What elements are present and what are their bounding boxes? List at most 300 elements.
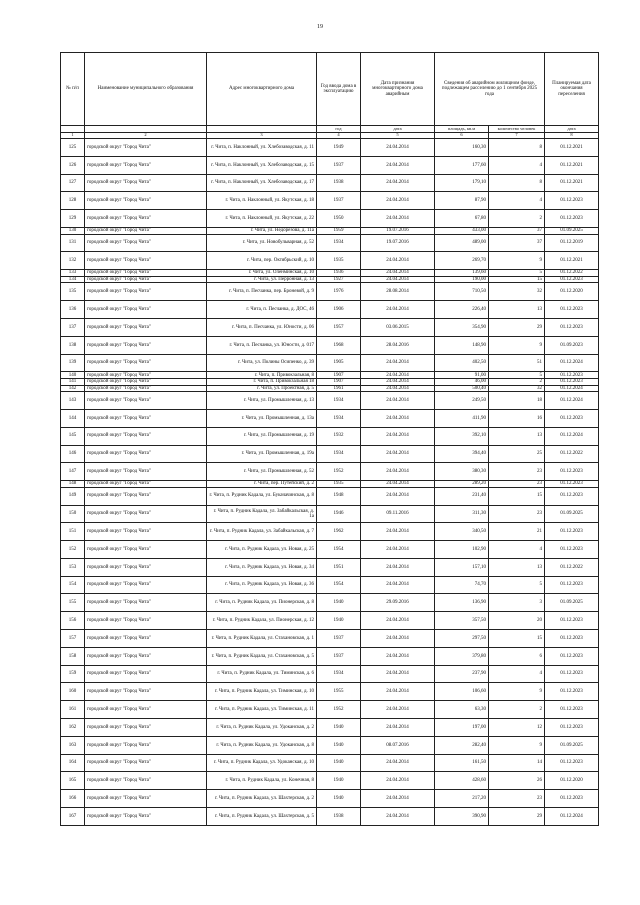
table-row	[61, 719, 599, 737]
people-cell: 32	[489, 283, 545, 301]
year-cell: 1938	[317, 808, 361, 826]
emergency-date-cell: 24.04.2014	[361, 409, 435, 427]
area-cell: 433,00	[435, 227, 489, 234]
emergency-date-cell: 19.07.2016	[361, 234, 435, 252]
planned-date-cell: 01.09.2025	[545, 227, 599, 234]
year-cell: 1934	[317, 392, 361, 410]
row-number: 146	[61, 445, 85, 463]
address-cell: г. Чита, п. Привокзальная 18	[207, 378, 317, 385]
municipality-cell: городской округ "Город Чита"	[85, 558, 207, 576]
subheader-year: год	[317, 126, 361, 133]
planned-date-cell: 01.12.2024	[545, 385, 599, 392]
people-cell: 26	[489, 772, 545, 790]
municipality-cell: городской округ "Город Чита"	[85, 192, 207, 210]
address-cell: г. Чита, п. Рудник Кадала, ул. Конечная, 8	[207, 772, 317, 790]
planned-date-cell: 01.12.2023	[545, 647, 599, 665]
planned-date-cell: 01.12.2023	[545, 487, 599, 505]
municipality-cell: городской округ "Город Чита"	[85, 301, 207, 319]
table-row	[61, 336, 599, 354]
header-year-built: Год ввода дома в эксплуатацию	[317, 53, 361, 126]
row-number: 131	[61, 234, 85, 252]
year-cell: 1927	[317, 276, 361, 283]
area-cell: 91,00	[435, 372, 489, 379]
address-cell: г. Чита, п. Наклонный, ул. Хлебозаводская, д. 17	[207, 174, 317, 192]
year-cell: 1937	[317, 192, 361, 210]
area-cell: 102,90	[435, 541, 489, 559]
year-cell: 1934	[317, 234, 361, 252]
planned-date-cell: 01.09.2025	[545, 594, 599, 612]
year-cell: 1940	[317, 719, 361, 737]
municipality-cell: городской округ "Город Чита"	[85, 385, 207, 392]
row-number: 157	[61, 630, 85, 648]
emergency-date-cell: 24.04.2014	[361, 647, 435, 665]
area-cell: 87,90	[435, 192, 489, 210]
planned-date-cell: 01.09.2025	[545, 736, 599, 754]
planned-date-cell: 01.12.2020	[545, 772, 599, 790]
address-cell: г. Чита, п. Рудник Кадала, ул. Стахановская, д. 1	[207, 630, 317, 648]
table-row	[61, 174, 599, 192]
address-cell: г. Чита, п. Песчанка, ул. Юности, д. 06	[207, 318, 317, 336]
year-cell: 1954	[317, 576, 361, 594]
column-number: 6	[435, 133, 489, 139]
table-row	[61, 354, 599, 372]
address-cell: г. Чита, п. Рудник Кадала, ул. Пионерская, д. 8	[207, 594, 317, 612]
row-number: 167	[61, 808, 85, 826]
emergency-date-cell: 24.04.2014	[361, 790, 435, 808]
row-number: 158	[61, 647, 85, 665]
year-cell: 1959	[317, 227, 361, 234]
people-cell: 13	[489, 427, 545, 445]
row-number: 137	[61, 318, 85, 336]
area-cell: 392,10	[435, 427, 489, 445]
address-cell: г. Чита, п. Песчанка, пер. Броневой, д. 9	[207, 283, 317, 301]
row-number: 148	[61, 481, 85, 488]
planned-date-cell: 01.12.2023	[545, 630, 599, 648]
year-cell: 1955	[317, 683, 361, 701]
row-number: 142	[61, 385, 85, 392]
address-cell: г. Чита, ул. Полины Осипенко, д. 39	[207, 354, 317, 372]
table-row	[61, 392, 599, 410]
people-cell: 4	[489, 192, 545, 210]
area-cell: 148,90	[435, 336, 489, 354]
table-row	[61, 683, 599, 701]
row-number: 133	[61, 270, 85, 277]
municipality-cell: городской округ "Город Чита"	[85, 481, 207, 488]
address-cell: г. Чита, п. Наклонный, ул. Хлебозаводская, д. 11	[207, 139, 317, 157]
municipality-cell: городской округ "Город Чита"	[85, 252, 207, 270]
address-cell: г. Чита, п. Рудник Кадала, ул. Забайкальская, д. 7	[207, 523, 317, 541]
table-row	[61, 276, 599, 283]
people-cell: 9	[489, 736, 545, 754]
row-number: 162	[61, 719, 85, 737]
planned-date-cell: 01.12.2020	[545, 283, 599, 301]
address-cell: г. Чита, пер. Путейский, д. 2	[207, 481, 317, 488]
planned-date-cell: 01.09.2023	[545, 336, 599, 354]
municipality-cell: городской округ "Город Чита"	[85, 372, 207, 379]
address-cell: г. Чита, п. Песчанка, ул. Юности, д. 017	[207, 336, 317, 354]
row-number: 150	[61, 505, 85, 523]
planned-date-cell: 01.12.2023	[545, 665, 599, 683]
row-number: 134	[61, 276, 85, 283]
people-cell: 5	[489, 372, 545, 379]
municipality-cell: городской округ "Город Чита"	[85, 336, 207, 354]
emergency-date-cell: 24.04.2014	[361, 252, 435, 270]
address-cell: г. Чита, п. Рудник Кадала, ул. Удоканская, д. 8	[207, 736, 317, 754]
municipality-cell: городской округ "Город Чита"	[85, 234, 207, 252]
emergency-date-cell: 24.04.2014	[361, 139, 435, 157]
year-cell: 1934	[317, 665, 361, 683]
municipality-cell: городской округ "Город Чита"	[85, 505, 207, 523]
address-cell: г. Чита, п. Рудник Кадала, ул. Тиминская, д. 10	[207, 683, 317, 701]
municipality-cell: городской округ "Город Чита"	[85, 701, 207, 719]
year-cell: 1940	[317, 612, 361, 630]
area-cell: 249,50	[435, 392, 489, 410]
municipality-cell: городской округ "Город Чита"	[85, 665, 207, 683]
address-cell: г. Чита, ул. Оленминская, д. 10	[207, 270, 317, 277]
row-number: 160	[61, 683, 85, 701]
planned-date-cell: 01.12.2023	[545, 463, 599, 481]
emergency-date-cell: 24.04.2014	[361, 174, 435, 192]
planned-date-cell: 01.12.2022	[545, 270, 599, 277]
address-cell: г. Чита, п. Рудник Кадала, ул. Тиминская, д. 6	[207, 665, 317, 683]
municipality-cell: городской округ "Город Чита"	[85, 683, 207, 701]
people-cell: 2	[489, 701, 545, 719]
planned-date-cell: 01.12.2024	[545, 427, 599, 445]
column-number: 1	[61, 133, 85, 139]
year-cell: 1957	[317, 318, 361, 336]
municipality-cell: городской округ "Город Чита"	[85, 719, 207, 737]
area-cell: 74,70	[435, 576, 489, 594]
municipality-cell: городской округ "Город Чита"	[85, 227, 207, 234]
year-cell: 1906	[317, 301, 361, 319]
table-row	[61, 481, 599, 488]
people-cell: 51	[489, 354, 545, 372]
area-cell: 237,90	[435, 665, 489, 683]
row-number: 136	[61, 301, 85, 319]
people-cell: 37	[489, 227, 545, 234]
header-number: № п/п	[61, 53, 85, 126]
people-cell: 32	[489, 385, 545, 392]
planned-date-cell: 01.12.2022	[545, 558, 599, 576]
row-number: 149	[61, 487, 85, 505]
municipality-cell: городской округ "Город Чита"	[85, 283, 207, 301]
address-cell: г. Чита, п. Песчанка, д. ДОС, 46	[207, 301, 317, 319]
area-cell: 67,80	[435, 210, 489, 228]
planned-date-cell: 01.12.2023	[545, 481, 599, 488]
year-cell: 1952	[317, 701, 361, 719]
area-cell: 428,60	[435, 772, 489, 790]
row-number: 151	[61, 523, 85, 541]
municipality-cell: городской округ "Город Чита"	[85, 156, 207, 174]
year-cell: 1954	[317, 541, 361, 559]
address-cell: г. Чита, п. Рудник Кадала, ул. Стахановская, д. 5	[207, 647, 317, 665]
row-number: 127	[61, 174, 85, 192]
people-cell: 18	[489, 392, 545, 410]
emergency-date-cell: 24.04.2014	[361, 665, 435, 683]
column-number: 2	[85, 133, 207, 139]
municipality-cell: городской округ "Город Чита"	[85, 270, 207, 277]
emergency-date-cell: 24.04.2014	[361, 276, 435, 283]
emergency-date-cell: 29.09.2016	[361, 594, 435, 612]
row-number: 141	[61, 378, 85, 385]
area-cell: 311,30	[435, 505, 489, 523]
planned-date-cell: 01.12.2023	[545, 378, 599, 385]
area-cell: 106,60	[435, 683, 489, 701]
table-row	[61, 192, 599, 210]
year-cell: 1940	[317, 790, 361, 808]
municipality-cell: городской округ "Город Чита"	[85, 318, 207, 336]
emergency-date-cell: 24.04.2014	[361, 354, 435, 372]
municipality-cell: городской округ "Город Чита"	[85, 541, 207, 559]
address-cell: г. Чита, ул. Недорезова, д. 11а	[207, 227, 317, 234]
area-cell: 500,40	[435, 385, 489, 392]
people-cell: 23	[489, 790, 545, 808]
people-cell: 13	[489, 558, 545, 576]
emergency-date-cell: 28.08.2014	[361, 283, 435, 301]
emergency-date-cell: 24.04.2014	[361, 481, 435, 488]
planned-date-cell: 01.12.2021	[545, 156, 599, 174]
people-cell: 15	[489, 630, 545, 648]
table-row	[61, 385, 599, 392]
emergency-date-cell: 24.04.2014	[361, 156, 435, 174]
row-number: 144	[61, 409, 85, 427]
subheader-area: площадь, кв.м	[435, 126, 489, 133]
table-row	[61, 736, 599, 754]
emergency-housing-table	[60, 52, 599, 826]
address-cell: г. Чита, п. Наклонный, ул. Хлебозаводская, д. 15	[207, 156, 317, 174]
emergency-date-cell: 03.06.2015	[361, 318, 435, 336]
row-number: 135	[61, 283, 85, 301]
municipality-cell: городской округ "Город Чита"	[85, 754, 207, 772]
emergency-date-cell: 24.04.2014	[361, 301, 435, 319]
area-cell: 177,60	[435, 156, 489, 174]
row-number: 130	[61, 227, 85, 234]
municipality-cell: городской округ "Город Чита"	[85, 523, 207, 541]
municipality-cell: городской округ "Город Чита"	[85, 354, 207, 372]
area-cell: 282,40	[435, 736, 489, 754]
row-number: 159	[61, 665, 85, 683]
people-cell: 9	[489, 252, 545, 270]
row-number: 138	[61, 336, 85, 354]
area-cell: 46,00	[435, 378, 489, 385]
address-cell: г. Чита, ул. Перронная, д. 13	[207, 276, 317, 283]
table-row	[61, 445, 599, 463]
address-cell: г. Чита, п. Рудник Кадала, ул. Шахтерская, д. 2	[207, 790, 317, 808]
people-cell: 29	[489, 808, 545, 826]
planned-date-cell: 01.12.2023	[545, 790, 599, 808]
year-cell: 1950	[317, 210, 361, 228]
area-cell: 411,90	[435, 409, 489, 427]
municipality-cell: городской округ "Город Чита"	[85, 427, 207, 445]
table-row	[61, 252, 599, 270]
people-cell: 2	[489, 210, 545, 228]
year-cell: 1949	[317, 139, 361, 157]
column-number: 5	[361, 133, 435, 139]
table-row	[61, 409, 599, 427]
address-cell: г. Чита, п. Рудник Кадала, ул. Удоканская, д. 10	[207, 754, 317, 772]
municipality-cell: городской округ "Город Чита"	[85, 808, 207, 826]
people-cell: 16	[489, 409, 545, 427]
address-cell: г. Чита, п. Рудник Кадала, ул. Шахтерская, д. 5	[207, 808, 317, 826]
row-number: 155	[61, 594, 85, 612]
year-cell: 1961	[317, 385, 361, 392]
planned-date-cell: 01.12.2023	[545, 683, 599, 701]
municipality-cell: городской округ "Город Чита"	[85, 378, 207, 385]
table-row	[61, 505, 599, 523]
municipality-cell: городской округ "Город Чита"	[85, 276, 207, 283]
emergency-date-cell: 28.04.2016	[361, 336, 435, 354]
planned-date-cell: 01.12.2023	[545, 576, 599, 594]
planned-date-cell: 01.12.2023	[545, 719, 599, 737]
planned-date-cell: 01.12.2023	[545, 523, 599, 541]
emergency-date-cell: 24.04.2014	[361, 385, 435, 392]
row-number: 132	[61, 252, 85, 270]
emergency-date-cell: 24.04.2014	[361, 754, 435, 772]
people-cell: 14	[489, 754, 545, 772]
municipality-cell: городской округ "Город Чита"	[85, 174, 207, 192]
planned-date-cell: 01.12.2023	[545, 318, 599, 336]
people-cell: 9	[489, 336, 545, 354]
header-address: Адрес многоквартирного дома	[207, 53, 317, 126]
people-cell: 5	[489, 270, 545, 277]
emergency-date-cell: 24.04.2014	[361, 683, 435, 701]
planned-date-cell: 01.12.2023	[545, 301, 599, 319]
planned-date-cell: 01.12.2021	[545, 252, 599, 270]
area-cell: 710,50	[435, 283, 489, 301]
planned-date-cell: 01.12.2024	[545, 808, 599, 826]
address-cell: г. Чита, п. Рудник Кадала, ул. Новая, д. 36	[207, 576, 317, 594]
municipality-cell: городской округ "Город Чита"	[85, 392, 207, 410]
people-cell: 8	[489, 174, 545, 192]
municipality-cell: городской округ "Город Чита"	[85, 630, 207, 648]
address-cell: г. Чита, ул. Промышленная, д. 19	[207, 427, 317, 445]
row-number: 128	[61, 192, 85, 210]
emergency-date-cell: 24.04.2014	[361, 523, 435, 541]
planned-date-cell: 01.12.2023	[545, 754, 599, 772]
emergency-date-cell: 24.04.2014	[361, 558, 435, 576]
emergency-date-cell: 24.04.2014	[361, 541, 435, 559]
year-cell: 1907	[317, 372, 361, 379]
municipality-cell: городской округ "Город Чита"	[85, 772, 207, 790]
emergency-date-cell: 24.04.2014	[361, 445, 435, 463]
table-row	[61, 301, 599, 319]
row-number: 166	[61, 790, 85, 808]
year-cell: 1940	[317, 594, 361, 612]
emergency-date-cell: 24.04.2014	[361, 612, 435, 630]
planned-date-cell: 01.12.2024	[545, 354, 599, 372]
area-cell: 357,50	[435, 612, 489, 630]
row-number: 164	[61, 754, 85, 772]
address-cell: г. Чита, пер. Октябрьский, д. 10	[207, 252, 317, 270]
municipality-cell: городской округ "Город Чита"	[85, 594, 207, 612]
emergency-date-cell: 08.07.2016	[361, 736, 435, 754]
table-row	[61, 576, 599, 594]
address-cell: г. Чита, п. Рудник Кадала, ул. Новая, д. 25	[207, 541, 317, 559]
subheader-people: количество человек	[489, 126, 545, 133]
row-number: 161	[61, 701, 85, 719]
municipality-cell: городской округ "Город Чита"	[85, 647, 207, 665]
table-row	[61, 427, 599, 445]
row-number: 163	[61, 736, 85, 754]
people-cell: 23	[489, 505, 545, 523]
area-cell: 269,70	[435, 252, 489, 270]
header-municipality: Наименование муниципального образования	[85, 53, 207, 126]
header-emergency-date: Дата признания многоквартирного дома аварийным	[361, 53, 435, 126]
area-cell: 179,10	[435, 174, 489, 192]
area-cell: 379,80	[435, 647, 489, 665]
emergency-date-cell: 19.07.2016	[361, 227, 435, 234]
planned-date-cell: 01.12.2023	[545, 372, 599, 379]
emergency-date-cell: 24.04.2014	[361, 210, 435, 228]
year-cell: 1935	[317, 252, 361, 270]
emergency-date-cell: 24.04.2014	[361, 392, 435, 410]
address-cell: г. Чита, п. Рудник Кадала, ул. Пионерская, д. 12	[207, 612, 317, 630]
subheader-date: дата	[361, 126, 435, 133]
year-cell: 1968	[317, 336, 361, 354]
table-row	[61, 665, 599, 683]
area-cell: 394,40	[435, 445, 489, 463]
planned-date-cell: 01.12.2023	[545, 192, 599, 210]
table-row	[61, 463, 599, 481]
table-row	[61, 139, 599, 157]
emergency-date-cell: 24.04.2014	[361, 427, 435, 445]
address-cell: г. Чита, п. Наклонный, ул. Якутская, д. 18	[207, 192, 317, 210]
table-row	[61, 234, 599, 252]
people-cell: 3	[489, 594, 545, 612]
area-cell: 161,50	[435, 754, 489, 772]
area-cell: 63,30	[435, 701, 489, 719]
people-cell: 5	[489, 576, 545, 594]
planned-date-cell: 01.12.2023	[545, 409, 599, 427]
year-cell: 1976	[317, 283, 361, 301]
emergency-date-cell: 09.11.2016	[361, 505, 435, 523]
year-cell: 1938	[317, 174, 361, 192]
row-number: 152	[61, 541, 85, 559]
year-cell: 1936	[317, 270, 361, 277]
area-cell: 217,20	[435, 790, 489, 808]
people-cell: 2	[489, 378, 545, 385]
year-cell: 1905	[317, 354, 361, 372]
area-cell: 139,60	[435, 270, 489, 277]
table-row	[61, 630, 599, 648]
year-cell: 1940	[317, 772, 361, 790]
table-row	[61, 210, 599, 228]
emergency-date-cell: 24.04.2014	[361, 630, 435, 648]
address-cell: г. Чита, ул. Новобульварная, д. 52	[207, 234, 317, 252]
planned-date-cell: 01.09.2025	[545, 505, 599, 523]
people-cell: 23	[489, 463, 545, 481]
area-cell: 190,00	[435, 276, 489, 283]
address-cell: г. Чита, ул. Проектная, д. 5	[207, 385, 317, 392]
column-number: 4	[317, 133, 361, 139]
emergency-date-cell: 24.04.2014	[361, 192, 435, 210]
year-cell: 1934	[317, 445, 361, 463]
table-row	[61, 808, 599, 826]
people-cell: 29	[489, 318, 545, 336]
year-cell: 1946	[317, 505, 361, 523]
municipality-cell: городской округ "Город Чита"	[85, 576, 207, 594]
municipality-cell: городской округ "Город Чита"	[85, 210, 207, 228]
municipality-cell: городской округ "Город Чита"	[85, 445, 207, 463]
area-cell: 197,00	[435, 719, 489, 737]
row-number: 145	[61, 427, 85, 445]
address-cell: г. Чита, ул. Промышленная, д. 52	[207, 463, 317, 481]
emergency-date-cell: 24.04.2014	[361, 808, 435, 826]
planned-date-cell: 01.12.2023	[545, 701, 599, 719]
row-number: 143	[61, 392, 85, 410]
planned-date-cell: 01.12.2021	[545, 139, 599, 157]
table-row	[61, 541, 599, 559]
